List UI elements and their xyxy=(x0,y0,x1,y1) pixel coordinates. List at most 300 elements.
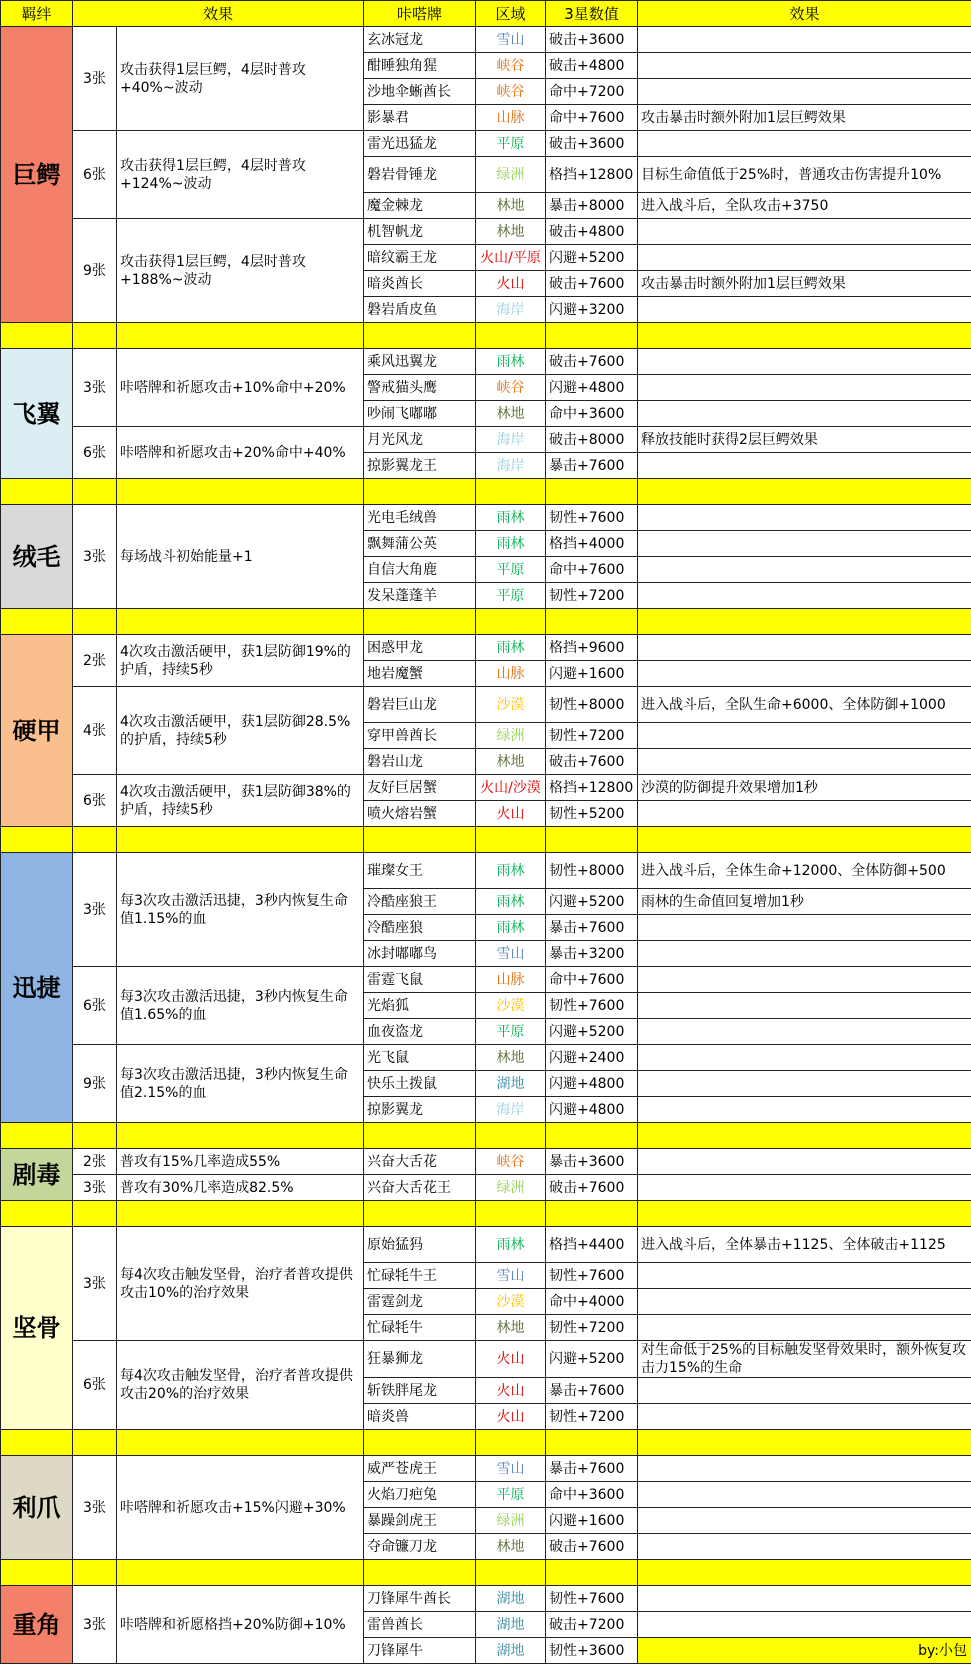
card-region: 湖地 xyxy=(476,1586,546,1612)
card-stat: 破击+8000 xyxy=(546,427,638,453)
table-row xyxy=(1,131,971,157)
separator-cell xyxy=(364,1430,476,1456)
tier-count: 3张 xyxy=(73,1175,117,1201)
separator-cell xyxy=(638,609,971,635)
separator-cell xyxy=(364,609,476,635)
card-region: 平原 xyxy=(476,131,546,157)
header-region: 区域 xyxy=(476,1,546,27)
tier-count: 3张 xyxy=(73,1456,117,1560)
card-region: 峡谷 xyxy=(476,79,546,105)
card-stat: 韧性+3600 xyxy=(546,1638,638,1664)
card-stat: 命中+3600 xyxy=(546,1482,638,1508)
separator-cell xyxy=(638,1560,971,1586)
card-region: 火山 xyxy=(476,801,546,827)
card-name: 喷火熔岩蟹 xyxy=(364,801,476,827)
card-region: 林地 xyxy=(476,1045,546,1071)
tier-effect: 咔嗒牌和祈愿攻击+15%闪避+30% xyxy=(117,1456,364,1560)
card-stat: 暴击+7600 xyxy=(546,1456,638,1482)
card-name: 冷酷座狼 xyxy=(364,915,476,941)
card-extra xyxy=(638,1019,971,1045)
card-name: 火焰刀疤兔 xyxy=(364,1482,476,1508)
separator-cell xyxy=(638,827,971,853)
separator-cell xyxy=(546,1560,638,1586)
card-extra xyxy=(638,1534,971,1560)
header-bond: 羁绊 xyxy=(1,1,73,27)
separator-cell xyxy=(117,323,364,349)
header-stat: 3星数值 xyxy=(546,1,638,27)
separator-cell xyxy=(546,827,638,853)
tier-effect: 每3次攻击激活迅捷，3秒内恢复生命值2.15%的血 xyxy=(117,1045,364,1123)
card-name: 沙地伞蜥酋长 xyxy=(364,79,476,105)
card-region: 雪山 xyxy=(476,1456,546,1482)
separator-row xyxy=(1,827,971,853)
separator-cell xyxy=(476,323,546,349)
card-name: 穿甲兽酋长 xyxy=(364,723,476,749)
card-name: 夺命镰刀龙 xyxy=(364,1534,476,1560)
card-region: 绿洲 xyxy=(476,157,546,193)
card-stat: 命中+7600 xyxy=(546,105,638,131)
card-extra xyxy=(638,245,971,271)
card-name: 玄冰冠龙 xyxy=(364,27,476,53)
card-stat: 破击+7200 xyxy=(546,1612,638,1638)
card-extra: 雨林的生命值回复增加1秒 xyxy=(638,889,971,915)
card-stat: 命中+7600 xyxy=(546,967,638,993)
table-row xyxy=(1,1045,971,1071)
card-name: 璀璨女王 xyxy=(364,853,476,889)
card-stat: 闪避+5200 xyxy=(546,889,638,915)
card-name: 暗炎酋长 xyxy=(364,271,476,297)
card-extra xyxy=(638,1289,971,1315)
header-extra: 效果 xyxy=(638,1,971,27)
card-region: 林地 xyxy=(476,1534,546,1560)
tier-effect: 咔嗒牌和祈愿攻击+10%命中+20% xyxy=(117,349,364,427)
separator-cell xyxy=(546,1123,638,1149)
card-extra xyxy=(638,1482,971,1508)
separator-cell xyxy=(546,1430,638,1456)
card-extra xyxy=(638,1263,971,1289)
tier-count: 3张 xyxy=(73,349,117,427)
card-extra xyxy=(638,661,971,687)
card-extra: 攻击暴击时额外附加1层巨鳄效果 xyxy=(638,271,971,297)
card-stat: 韧性+7200 xyxy=(546,1404,638,1430)
separator-cell xyxy=(117,827,364,853)
card-region: 雪山 xyxy=(476,1263,546,1289)
card-stat: 格挡+12800 xyxy=(546,775,638,801)
separator-cell xyxy=(117,479,364,505)
card-stat: 闪避+1600 xyxy=(546,661,638,687)
card-name: 刀锋犀牛酋长 xyxy=(364,1586,476,1612)
card-name: 刀锋犀牛 xyxy=(364,1638,476,1664)
card-stat: 韧性+7200 xyxy=(546,583,638,609)
card-name: 雷兽酋长 xyxy=(364,1612,476,1638)
card-stat: 格挡+12800 xyxy=(546,157,638,193)
separator-cell xyxy=(638,323,971,349)
card-name: 掠影翼龙 xyxy=(364,1097,476,1123)
card-region: 山脉 xyxy=(476,105,546,131)
bond-name: 绒毛 xyxy=(1,505,73,609)
card-stat: 韧性+8000 xyxy=(546,687,638,723)
card-extra: 进入战斗后，全体暴击+1125、全体破击+1125 xyxy=(638,1227,971,1263)
table-row xyxy=(1,775,971,801)
card-extra xyxy=(638,453,971,479)
card-stat: 破击+4800 xyxy=(546,219,638,245)
card-stat: 破击+7600 xyxy=(546,749,638,775)
card-extra xyxy=(638,967,971,993)
tier-effect: 咔嗒牌和祈愿格挡+20%防御+10% xyxy=(117,1586,364,1664)
card-region: 林地 xyxy=(476,749,546,775)
card-name: 兴奋大舌花 xyxy=(364,1149,476,1175)
tier-effect: 每3次攻击激活迅捷，3秒内恢复生命值1.65%的血 xyxy=(117,967,364,1045)
card-region: 绿洲 xyxy=(476,723,546,749)
card-region: 雨林 xyxy=(476,853,546,889)
card-stat: 命中+3600 xyxy=(546,401,638,427)
separator-cell xyxy=(1,609,73,635)
card-stat: 闪避+4800 xyxy=(546,1097,638,1123)
card-extra xyxy=(638,401,971,427)
card-stat: 格挡+9600 xyxy=(546,635,638,661)
card-region: 峡谷 xyxy=(476,53,546,79)
card-region: 火山 xyxy=(476,271,546,297)
separator-cell xyxy=(1,479,73,505)
tier-count: 2张 xyxy=(73,635,117,687)
header-effect: 效果 xyxy=(73,1,364,27)
tier-effect: 每4次攻击触发坚骨，治疗者普攻提供攻击20%的治疗效果 xyxy=(117,1341,364,1430)
tier-count: 6张 xyxy=(73,1341,117,1430)
bond-name: 剧毒 xyxy=(1,1149,73,1201)
card-region: 林地 xyxy=(476,193,546,219)
card-stat: 命中+7200 xyxy=(546,79,638,105)
separator-cell xyxy=(1,323,73,349)
separator-cell xyxy=(638,479,971,505)
card-name: 磐岩骨锤龙 xyxy=(364,157,476,193)
tier-count: 3张 xyxy=(73,1227,117,1341)
separator-cell xyxy=(117,1201,364,1227)
card-name: 影暴君 xyxy=(364,105,476,131)
card-stat: 破击+7600 xyxy=(546,349,638,375)
separator-cell xyxy=(364,479,476,505)
card-stat: 暴击+7600 xyxy=(546,1378,638,1404)
tier-count: 6张 xyxy=(73,131,117,219)
table-row xyxy=(1,1456,971,1482)
separator-row xyxy=(1,609,971,635)
bond-name: 巨鳄 xyxy=(1,27,73,323)
separator-cell xyxy=(73,479,117,505)
bond-name: 飞翼 xyxy=(1,349,73,479)
separator-cell xyxy=(73,1560,117,1586)
separator-cell xyxy=(73,827,117,853)
card-region: 沙漠 xyxy=(476,993,546,1019)
separator-cell xyxy=(117,1123,364,1149)
card-name: 雷霆飞鼠 xyxy=(364,967,476,993)
separator-cell xyxy=(476,1123,546,1149)
card-name: 磐岩巨山龙 xyxy=(364,687,476,723)
card-region: 火山/沙漠 xyxy=(476,775,546,801)
tier-effect: 4次攻击激活硬甲，获1层防御28.5%的护盾，持续5秒 xyxy=(117,687,364,775)
separator-cell xyxy=(1,1430,73,1456)
separator-row xyxy=(1,1560,971,1586)
tier-effect: 普攻有15%几率造成55% xyxy=(117,1149,364,1175)
tier-count: 2张 xyxy=(73,1149,117,1175)
separator-cell xyxy=(476,609,546,635)
card-extra xyxy=(638,219,971,245)
card-extra xyxy=(638,801,971,827)
card-stat: 破击+7600 xyxy=(546,271,638,297)
table-row xyxy=(1,427,971,453)
card-extra xyxy=(638,749,971,775)
card-name: 雷霆剑龙 xyxy=(364,1289,476,1315)
table-row xyxy=(1,219,971,245)
card-extra xyxy=(638,1175,971,1201)
card-stat: 破击+4800 xyxy=(546,53,638,79)
card-stat: 暴击+8000 xyxy=(546,193,638,219)
table-row xyxy=(1,1586,971,1612)
card-stat: 暴击+3200 xyxy=(546,941,638,967)
card-stat: 暴击+3600 xyxy=(546,1149,638,1175)
card-extra xyxy=(638,53,971,79)
card-region: 林地 xyxy=(476,219,546,245)
tier-count: 9张 xyxy=(73,1045,117,1123)
card-stat: 韧性+7200 xyxy=(546,1315,638,1341)
card-name: 乘风迅翼龙 xyxy=(364,349,476,375)
tier-effect: 攻击获得1层巨鳄，4层时普攻+188%~波动 xyxy=(117,219,364,323)
card-name: 地岩魔蟹 xyxy=(364,661,476,687)
card-extra xyxy=(638,297,971,323)
card-stat: 破击+7600 xyxy=(546,1534,638,1560)
separator-cell xyxy=(476,1430,546,1456)
card-stat: 韧性+7200 xyxy=(546,723,638,749)
separator-cell xyxy=(117,609,364,635)
separator-cell xyxy=(546,479,638,505)
card-region: 雨林 xyxy=(476,889,546,915)
separator-row xyxy=(1,323,971,349)
separator-cell xyxy=(73,1123,117,1149)
card-name: 冰封嘟嘟鸟 xyxy=(364,941,476,967)
separator-cell xyxy=(364,1123,476,1149)
card-name: 快乐土拨鼠 xyxy=(364,1071,476,1097)
card-name: 忙碌牦牛 xyxy=(364,1315,476,1341)
tier-effect: 4次攻击激活硬甲，获1层防御19%的护盾，持续5秒 xyxy=(117,635,364,687)
separator-cell xyxy=(73,609,117,635)
card-region: 火山/平原 xyxy=(476,245,546,271)
card-name: 暗纹霸王龙 xyxy=(364,245,476,271)
card-extra: 进入战斗后，全队生命+6000、全体防御+1000 xyxy=(638,687,971,723)
card-extra xyxy=(638,1097,971,1123)
table-row xyxy=(1,687,971,723)
tier-count: 9张 xyxy=(73,219,117,323)
bond-name: 利爪 xyxy=(1,1456,73,1560)
separator-cell xyxy=(546,609,638,635)
tier-count: 4张 xyxy=(73,687,117,775)
card-name: 掠影翼龙王 xyxy=(364,453,476,479)
card-name: 冷酷座狼王 xyxy=(364,889,476,915)
card-region: 海岸 xyxy=(476,427,546,453)
card-name: 月光风龙 xyxy=(364,427,476,453)
separator-cell xyxy=(638,1201,971,1227)
card-name: 兴奋大舌花王 xyxy=(364,1175,476,1201)
card-name: 困惑甲龙 xyxy=(364,635,476,661)
card-name: 雷光迅猛龙 xyxy=(364,131,476,157)
card-extra xyxy=(638,79,971,105)
bond-name: 硬甲 xyxy=(1,635,73,827)
card-extra xyxy=(638,1508,971,1534)
card-extra xyxy=(638,915,971,941)
card-region: 火山 xyxy=(476,1378,546,1404)
card-region: 火山 xyxy=(476,1404,546,1430)
card-extra: 攻击暴击时额外附加1层巨鳄效果 xyxy=(638,105,971,131)
card-stat: 命中+7600 xyxy=(546,557,638,583)
card-extra: 目标生命值低于25%时，普通攻击伤害提升10% xyxy=(638,157,971,193)
card-extra xyxy=(638,993,971,1019)
card-name: 光焰狐 xyxy=(364,993,476,1019)
card-region: 山脉 xyxy=(476,967,546,993)
separator-cell xyxy=(638,1123,971,1149)
separator-cell xyxy=(1,827,73,853)
card-region: 湖地 xyxy=(476,1638,546,1664)
separator-row xyxy=(1,1123,971,1149)
card-region: 湖地 xyxy=(476,1612,546,1638)
tier-effect: 攻击获得1层巨鳄，4层时普攻+124%~波动 xyxy=(117,131,364,219)
card-name: 光飞鼠 xyxy=(364,1045,476,1071)
separator-cell xyxy=(546,1201,638,1227)
separator-cell xyxy=(638,1430,971,1456)
card-name: 磐岩盾皮鱼 xyxy=(364,297,476,323)
card-stat: 破击+7600 xyxy=(546,1175,638,1201)
separator-row xyxy=(1,1430,971,1456)
card-region: 湖地 xyxy=(476,1071,546,1097)
header-card: 咔嗒牌 xyxy=(364,1,476,27)
table-row xyxy=(1,967,971,993)
card-region: 雪山 xyxy=(476,27,546,53)
card-stat: 格挡+4000 xyxy=(546,531,638,557)
card-extra xyxy=(638,635,971,661)
card-stat: 韧性+7600 xyxy=(546,505,638,531)
table-row xyxy=(1,505,971,531)
card-region: 绿洲 xyxy=(476,1175,546,1201)
card-region: 平原 xyxy=(476,557,546,583)
separator-cell xyxy=(117,1430,364,1456)
table-row xyxy=(1,27,971,53)
card-region: 雨林 xyxy=(476,1227,546,1263)
table-row xyxy=(1,1149,971,1175)
card-region: 平原 xyxy=(476,1482,546,1508)
card-name: 忙碌牦牛王 xyxy=(364,1263,476,1289)
bond-name: 迅捷 xyxy=(1,853,73,1123)
card-extra: 沙漠的防御提升效果增加1秒 xyxy=(638,775,971,801)
table-body xyxy=(1,27,971,1664)
signature: by:小包 xyxy=(638,1638,971,1664)
card-name: 魔金棘龙 xyxy=(364,193,476,219)
card-name: 发呆蓬蓬羊 xyxy=(364,583,476,609)
separator-cell xyxy=(476,1201,546,1227)
table-row xyxy=(1,853,971,889)
card-extra xyxy=(638,1378,971,1404)
tier-effect: 每4次攻击触发坚骨，治疗者普攻提供攻击10%的治疗效果 xyxy=(117,1227,364,1341)
tier-count: 6张 xyxy=(73,775,117,827)
card-extra xyxy=(638,1045,971,1071)
card-extra xyxy=(638,27,971,53)
card-name: 威严苍虎王 xyxy=(364,1456,476,1482)
card-name: 吵闹飞嘟嘟 xyxy=(364,401,476,427)
card-stat: 闪避+5200 xyxy=(546,1019,638,1045)
separator-cell xyxy=(73,1430,117,1456)
card-name: 飘舞蒲公英 xyxy=(364,531,476,557)
card-name: 原始猛犸 xyxy=(364,1227,476,1263)
separator-cell xyxy=(1,1560,73,1586)
card-name: 友好巨居蟹 xyxy=(364,775,476,801)
separator-cell xyxy=(1,1123,73,1149)
card-extra xyxy=(638,349,971,375)
table-row xyxy=(1,635,971,661)
card-name: 斩铁胖尾龙 xyxy=(364,1378,476,1404)
card-extra: 进入战斗后，全队攻击+3750 xyxy=(638,193,971,219)
card-name: 自信大角鹿 xyxy=(364,557,476,583)
card-name: 血夜盗龙 xyxy=(364,1019,476,1045)
card-extra xyxy=(638,1612,971,1638)
card-extra xyxy=(638,1315,971,1341)
tier-count: 3张 xyxy=(73,27,117,131)
tier-count: 3张 xyxy=(73,853,117,967)
card-extra xyxy=(638,583,971,609)
card-stat: 韧性+8000 xyxy=(546,853,638,889)
card-stat: 格挡+4400 xyxy=(546,1227,638,1263)
tier-effect: 咔嗒牌和祈愿攻击+20%命中+40% xyxy=(117,427,364,479)
card-stat: 韧性+7600 xyxy=(546,1263,638,1289)
card-extra xyxy=(638,505,971,531)
card-name: 机智帆龙 xyxy=(364,219,476,245)
card-extra xyxy=(638,375,971,401)
card-extra xyxy=(638,131,971,157)
card-region: 沙漠 xyxy=(476,687,546,723)
card-name: 光电毛绒兽 xyxy=(364,505,476,531)
card-extra xyxy=(638,723,971,749)
card-name: 狂暴狮龙 xyxy=(364,1341,476,1378)
card-extra xyxy=(638,1586,971,1612)
card-extra xyxy=(638,557,971,583)
card-region: 雨林 xyxy=(476,349,546,375)
separator-cell xyxy=(73,323,117,349)
card-stat: 闪避+5200 xyxy=(546,245,638,271)
tier-count: 3张 xyxy=(73,1586,117,1664)
separator-cell xyxy=(73,1201,117,1227)
card-region: 沙漠 xyxy=(476,1289,546,1315)
card-stat: 韧性+5200 xyxy=(546,801,638,827)
card-stat: 韧性+7600 xyxy=(546,993,638,1019)
card-stat: 韧性+7600 xyxy=(546,1586,638,1612)
tier-count: 6张 xyxy=(73,427,117,479)
card-name: 暴躁剑虎王 xyxy=(364,1508,476,1534)
card-stat: 闪避+2400 xyxy=(546,1045,638,1071)
card-region: 海岸 xyxy=(476,297,546,323)
card-region: 绿洲 xyxy=(476,1508,546,1534)
table-row xyxy=(1,1341,971,1378)
separator-cell xyxy=(476,827,546,853)
card-region: 平原 xyxy=(476,583,546,609)
tier-effect: 每场战斗初始能量+1 xyxy=(117,505,364,609)
separator-cell xyxy=(1,1201,73,1227)
card-stat: 闪避+4800 xyxy=(546,375,638,401)
card-stat: 命中+4000 xyxy=(546,1289,638,1315)
bond-name: 坚骨 xyxy=(1,1227,73,1430)
separator-cell xyxy=(117,1560,364,1586)
card-region: 海岸 xyxy=(476,1097,546,1123)
separator-cell xyxy=(364,1201,476,1227)
separator-row xyxy=(1,1201,971,1227)
separator-cell xyxy=(364,323,476,349)
card-stat: 闪避+3200 xyxy=(546,297,638,323)
table-row xyxy=(1,1175,971,1201)
card-region: 雨林 xyxy=(476,531,546,557)
card-region: 平原 xyxy=(476,1019,546,1045)
